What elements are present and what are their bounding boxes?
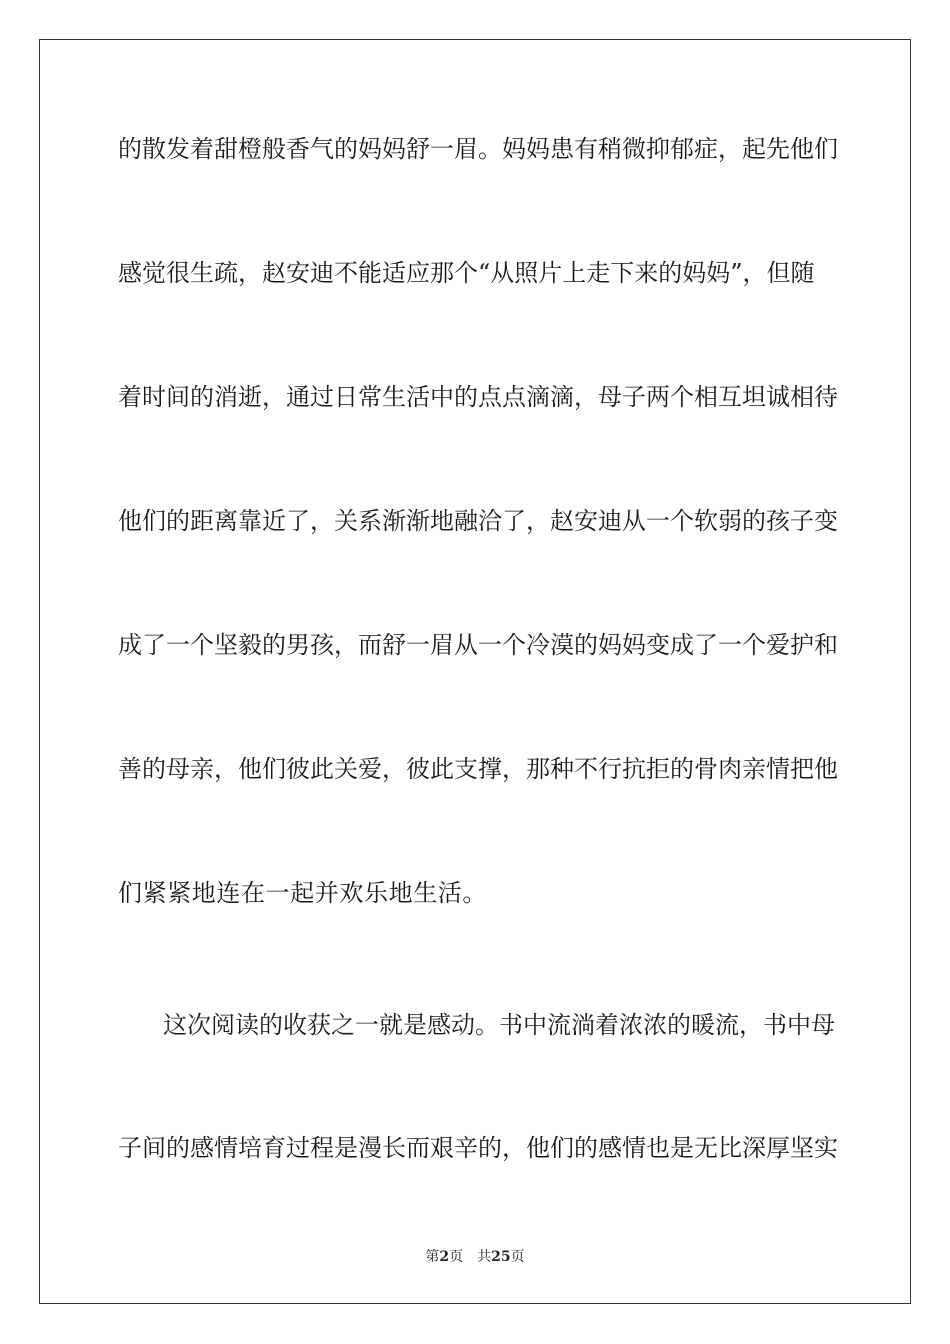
body-line-1: 的散发着甜橙般香气的妈妈舒一眉。妈妈患有稍微抑郁症，起先他们 <box>118 135 838 163</box>
total-page-number: 25 <box>491 1249 511 1265</box>
current-page-number: 2 <box>439 1249 450 1265</box>
body-line-9: 子间的感情培育过程是漫长而艰辛的，他们的感情也是无比深厚坚实 <box>118 1134 838 1162</box>
body-line-2: 感觉很生疏，赵安迪不能适应那个“从照片上走下来的妈妈”，但随 <box>118 259 815 287</box>
body-line-7: 们紧紧地连在一起并欢乐地生活。 <box>118 879 487 907</box>
total-suffix: 页 <box>510 1249 525 1265</box>
body-line-8: 这次阅读的收获之一就是感动。书中流淌着浓浓的暖流，书中母 <box>163 1011 835 1039</box>
body-line-5: 成了一个坚毅的男孩，而舒一眉从一个冷漠的妈妈变成了一个爱护和 <box>118 631 838 659</box>
body-line-6: 善的母亲，他们彼此关爱，彼此支撑，那种不行抗拒的骨肉亲情把他 <box>118 755 838 783</box>
page-footer <box>0 1248 950 1266</box>
body-line-4: 他们的距离靠近了，关系渐渐地融洽了，赵安迪从一个软弱的孩子变 <box>118 507 838 535</box>
page-suffix: 页 <box>449 1249 464 1265</box>
page-prefix: 第 <box>425 1249 440 1265</box>
page-border <box>39 39 911 1304</box>
total-prefix: 共 <box>477 1249 492 1265</box>
body-line-3: 着时间的消逝，通过日常生活中的点点滴滴，母子两个相互坦诚相待 <box>118 383 838 411</box>
